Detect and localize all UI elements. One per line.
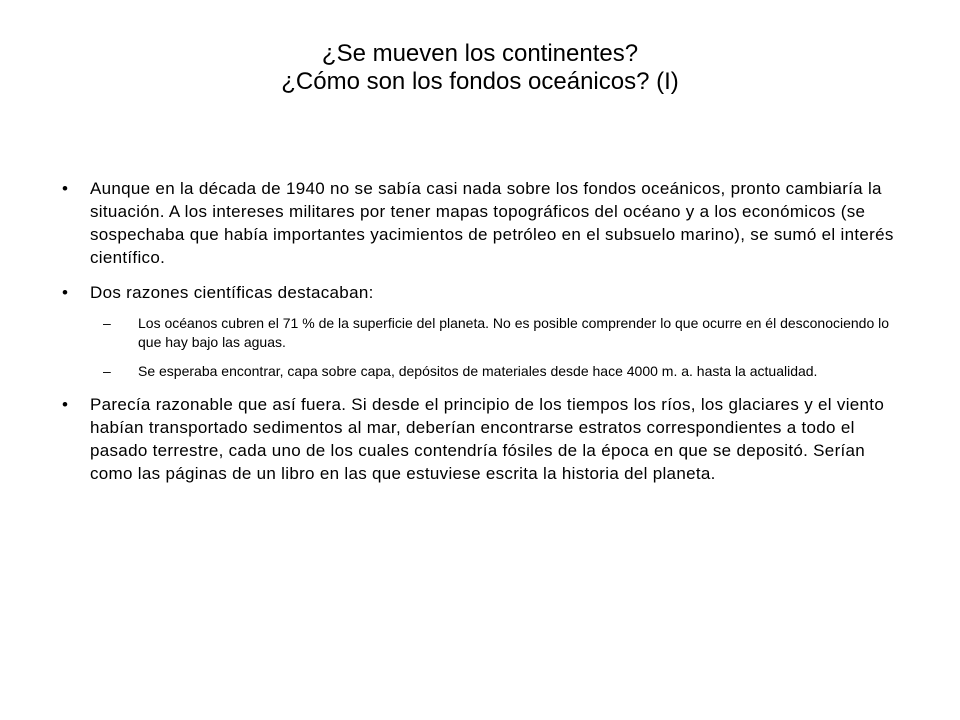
sub-bullet-marker: – <box>103 315 111 331</box>
sub-bullet-marker: – <box>103 363 111 379</box>
title-line-1: ¿Se mueven los continentes? <box>321 40 639 67</box>
sub-bullet-item <box>58 314 908 352</box>
bullet-marker: • <box>62 179 69 198</box>
sub-bullet-item <box>58 362 908 381</box>
sub-bullet-list <box>58 314 908 381</box>
bullet-text: Parecía razonable que así fuera. Si desde el principio de los tiempos los ríos, los glaciares y el viento habían transportado sedimentos al mar, deberían encontrarse estratos correspondientes a todo el pasado terrestre, cada uno de los cuales contendría fósiles de la época en que se depositó. Serían como las páginas de un libro en las que estuviese escrita la historia del planeta. <box>90 395 885 483</box>
bullet-item <box>58 393 908 485</box>
bullet-marker: • <box>62 395 69 414</box>
sub-bullet-text: Los océanos cubren el 71 % de la superficie del planeta. No es posible comprender lo que ocurre en él desconociendo lo que hay bajo las aguas. <box>138 315 890 350</box>
bullet-text: Dos razones científicas destacaban: <box>90 283 374 302</box>
title-line-2: ¿Cómo son los fondos oceánicos? (I) <box>281 68 679 95</box>
sub-bullet-text: Se esperaba encontrar, capa sobre capa, depósitos de materiales desde hace 4000 m. a. hasta la actualidad. <box>138 363 818 379</box>
slide-title <box>0 40 960 96</box>
bullet-text: Aunque en la década de 1940 no se sabía casi nada sobre los fondos oceánicos, pronto cambiaría la situación. A los intereses militares por tener mapas topográficos del océano y a los económicos (se sospechaba que había importantes yacimientos de petróleo en el subsuelo marino), se sumó el interés científico. <box>90 179 894 267</box>
slide-body <box>58 177 908 497</box>
bullet-item <box>58 177 908 269</box>
bullet-marker: • <box>62 283 69 302</box>
bullet-item <box>58 281 908 304</box>
